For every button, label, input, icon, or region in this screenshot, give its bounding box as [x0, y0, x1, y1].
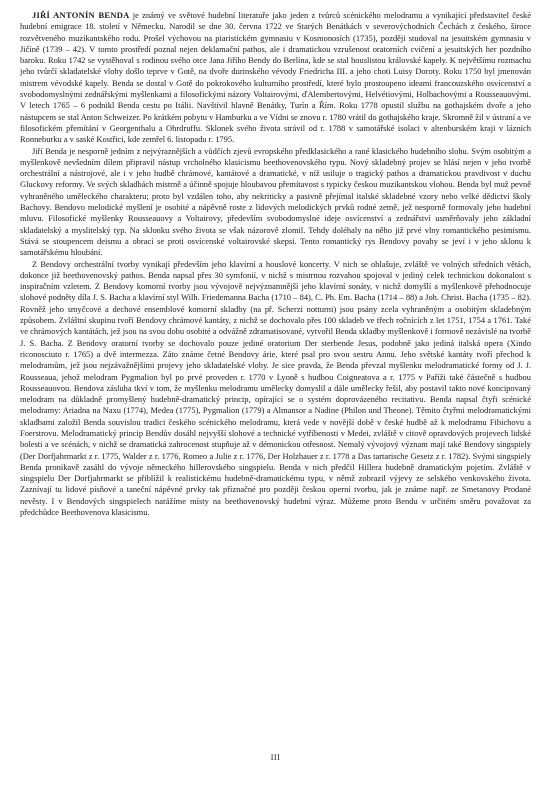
document-page [20, 10, 531, 780]
paragraph-style [20, 146, 531, 259]
paragraph-text: je známý ve světové hudební literatuře jako jeden z tvůrců scénického melodramu a vynikající představitel české hudební emigrace 18. století v Německu. Narodil se dne 30. června 1722 ve Starých Benátkách v severovýchodních Čechách z českého, široce rozvětveného muzikantského rodu. Prošel výchovou na piaristickém gymnasiu v Kosmonosích (1735), později studoval na jesuitském gymnasiu v Jičíně (1739 – 42). V tomto prostředí poznal nejen deklamační pathos, ale i dramatickou vzrušenost oratorních cvičení a jesuitských her pozdního baroku. Roku 1742 se vystěhoval s rodinou svého otce Jana Jiřího Bendy do Berlína, kde se stal houslistou královské kapely. K největšímu rozmachu jeho tvůrčí skladatelské vlohy došlo teprve v Gotě, na dvoře durinského vévody Friedricha III. a jeho choti Luisy Doroty. Roku 1750 byl jmenován mistrem vévodské kapely. Benda se dostal v Gotě do pokrokového kulturního prostředí, které bylo prostoupeno ideami francouzského osvícenství a svobodomyslnými zednářskými myšlenkami a filosofickými názory Voltairovými, ďAlembertovými, Helvétiovými, Holbachovými a Rousseauovými. V letech 1765 – 6 podnikl Benda cestu po Itálii. Navštívil hlavně Benátky, Turín a Řím. Roku 1778 opustil službu na gothajském dvoře a jeho nástupcem se stal Anton Schweizer. Po krátkém pobytu v Hamburku a ve Vídni se znovu r. 1780 vrátil do gothajského kraje. Skromně žil v ústraní a ve filosofickém přemítání v Georgenthalu a Ohrdruffu. Sklonek svého života strávil od r. 1788 v samotářské isolaci v altenburském kraji v lázních Ronneburku a v saské Kostřici, kde zemřel 6. listopadu r. 1795. [20, 10, 532, 145]
paragraph-text: Z Bendovy orchestrální tvorby vynikají především jeho klavírní a houslové koncerty. V nich se ohlašuje, zvláště ve volných středních větách, dokonce již beethovenovský pathos. Benda napsal přes 30 symfonií, v nichž s mistrnou rozvahou spojoval v jediný celek technickou dokonalost s inspiračním vzletem. Z Bendovy komorní tvorby jsou vývojově nejvýznamnější jeho klavírní sonáty, v nichž domyšlí a myšlenkově přehodnocuje slohové podněty díla J. S. Bacha a klavírní styl Wilh. Friedemanna Bacha (1710 – 84), C. Ph. Em. Bacha (1714 – 88) a Joh. Christ. Bacha (1735 – 82). Rovněž jeho smyčcové a dechové ensemblové komorní skladby (na př. Scherzi notturni) jsou psány zcela vyhraněným a osobitým skladebným způsobem. Zvláštní skupinu tvoří Bendovy chrámové kantáty, z nichž se dochovalo přes 100 skladeb ve třech ročnících z let 1751, 1754 a 1761. Také ve chrámových kantátách, jež jsou na svou dobu osobité a odvážně zdramatisované, vytvořil Benda skladby myšlenkově i formově nezávislé na tvorbě J. S. Bacha. Z Bendovy oratorní tvorby se dochovalo pouze jediné oratorium Der sterbende Jesus, podobně jako jediná italská opera (Xindo riconosciuto r. 1765) a dvě intermezza. Záto známe četné Bendovy árie, které psal pro svou sestru Annu. Jeho světské kantáty tvoří přechod k melodramům, jež jsou nejzávažnějšími projevy jeho skladatelské vlohy. Je sice pravda, že Benda převzal myšlenku melodramatické formy od J. J. Rousseaua, jehož melodram Pygmalion byl po prvé proveden r. 1770 v Lyoně s hudbou Coigneatova a r. 1775 v Paříži také částečně s hudbou Rousseauovou. Bendova zásluha tkví v tom, že myšlenku melodramu umělecky domyslil a dále umělecky řešil, aby postavil takto nové koncipovaný melodram na důkladně promyšlený hudebně-dramatický princip, opírající se o systém doprovázeného recitativu. Benda napsal čtyři scénické melodramy: Ariadna na Naxu (1774), Medea (1775), Pygmalion (1779) a Almansor a Nadine (Philon und Theone). Těmito čtyřmi melodramatickými skladbami založil Benda souvislou tradici českého scénického melodramu, která vede v novější době v české hudbě až k melodramu Fibichovu a Foerstrovu. Melodramatický princip Bendův dosáhl nejvyšší slohové a technické vytříbenosti v Medei, zvláště v citově opravdových projevech lidské bolesti a ve scénách, v nichž se dramatická zahrocenost stupňuje až v démonickou otřesnost. Nemalý vývojový význam mají také Bendovy singspiely (Der Dorfjahrmarkt z r. 1775, Walder z r. 1776, Romeo a Julie z r. 1776, Der Holzhauer z r. 1778 a Das tartarische Gesetz z r. 1782). Svými singspiely Benda pronikavě zasáhl do vývoje německého hillerovského singspielu. Benda v nich předčil Hillera hudebně dramatickým pojetím. Zvláště v singspielu Der Dorfjahrmarkt se přiblížil k realistickému hudebně-dramatickému typu, v němž zobrazil výjevy ze selského venkovského života. Zaznívají tu lidové písňové a taneční nápěvné prvky tak příznačné pro později českou operní tvorbu, jak je známe např. ze Smetanovy Prodané nevěsty. I v Bendových singspielech narážíme místy na beethovenovský hudební výraz. Můžeme proto Bendu v určitém směru považovat za předchůdce Beethovenova klasicismu. [20, 258, 531, 518]
paragraph-works [20, 259, 531, 519]
paragraph-lead-name: JIŘÍ ANTONÍN BENDA [32, 10, 130, 20]
paragraph-text: Jiří Benda je nesporně jedním z nejvýraznějších a vůdčích zjevů evropského předklasického a rané klasického hudebního slohu. Svým osobitým a myšlenkově nevšedním dílem připravil nástup vrcholného klasicismu beethovenovského typu. Nový skladebný projev se hlásí nejen v jeho tvorbě orchestrální a nástrojové, ale i v jeho hudbě chrámové, kantátové a dramatické, v níž usiluje o tragický pathos a dramatickou pravdivost v duchu Gluckovy reformy. Ve svých skladbách mistrně a účinně spojuje hloubavou přemítavost s typicky českou muzikantskou vlohou. Benda byl muž pevně vyhraněného uměleckého charakteru; proto byl vzdálen toho, aby nekriticky a pasivně přejímal italské skladebné vzory nebo velké dědictví školy Bachovy. Bendovo melodické myšlení je osobité a nápěvně roste z lidových melodických prvků rodné země, jež nesporně formovaly jeho hudební mluvu. Filosofické myšlenky Rousseauovy a Voltairovy, především svobodomyslné ideje osvícenství a zednářství usměrňovaly jeho základní skladatelský a myslitelský typ. Na sklonku svého života se však názorově zlomil. Tehdy doléhaly na něho již prvé vlny romantického pesimismu. Stává se stoupencem deismu a obrací se proti osvícenské voltairovské skepsi. Tento romantický rys Bendovy povahy se jeví i v jeho sklonu k samotářskému hloubání. [20, 145, 531, 258]
paragraph-biography [20, 10, 531, 146]
page-number: III [270, 753, 281, 762]
